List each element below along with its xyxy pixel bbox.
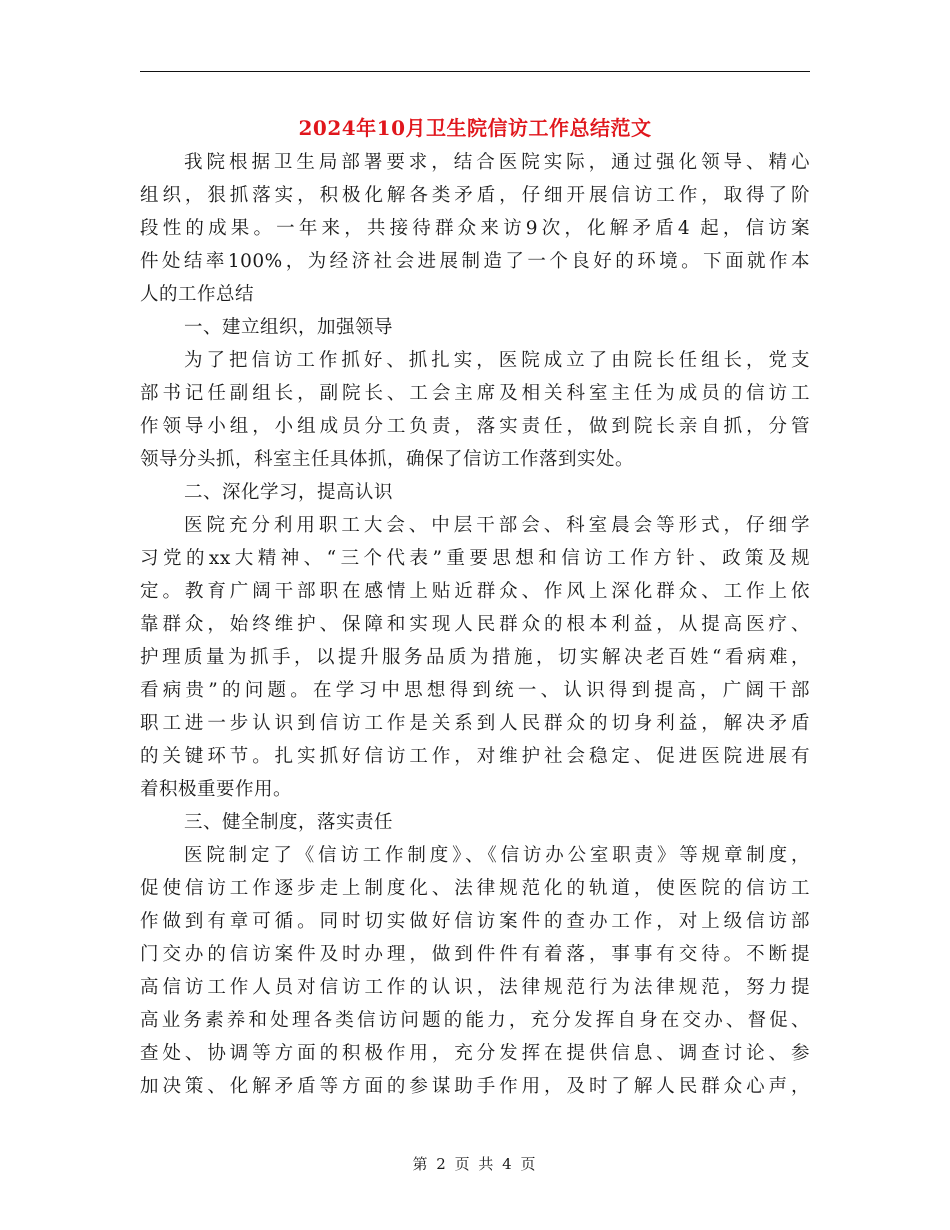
- page-number: 第 2 页 共 4 页: [412, 1155, 538, 1173]
- document-body: [140, 146, 810, 1103]
- paragraph-line: 加决策、化解矛盾等方面的参谋助手作用，及时了解人民群众心声，: [140, 1076, 810, 1097]
- paragraph-line: 领导分头抓，科室主任具体抓，确保了信访工作落到实处。: [140, 449, 635, 470]
- paragraph-first-line: 医院充分利用职工大会、中层干部会、科室晨会等形式，仔细学: [184, 515, 810, 536]
- paragraph-line: 段性的成果。一年来，共接待群众来访9次，化解矛盾4 起，信访案: [140, 218, 810, 239]
- paragraph-first-line: 为了把信访工作抓好、抓扎实，医院成立了由院长任组长，党支: [184, 350, 810, 371]
- paragraph-line: 查处、协调等方面的积极作用，充分发挥在提供信息、调查讨论、参: [140, 1043, 810, 1064]
- paragraph-first-line: 医院制定了《信访工作制度》、《信访办公室职责》等规章制度，: [184, 845, 810, 866]
- paragraph-line: 部书记任副组长，副院长、工会主席及相关科室主任为成员的信访工: [140, 383, 810, 404]
- paragraph-line: 件处结率100%，为经济社会进展制造了一个良好的环境。下面就作本: [140, 251, 810, 272]
- paragraph-line: 着积极重要作用。: [140, 779, 293, 800]
- paragraph-line: 组织，狠抓落实，积极化解各类矛盾，仔细开展信访工作，取得了阶: [140, 185, 810, 206]
- document-title: 2024年10月卫生院信访工作总结范文: [298, 116, 652, 140]
- paragraph-first-line: 二、深化学习，提高认识: [184, 482, 394, 503]
- paragraph-line: 护理质量为抓手，以提升服务品质为措施，切实解决老百姓“看病难，: [140, 647, 810, 668]
- paragraph-line: 门交办的信访案件及时办理，做到件件有着落，事事有交待。不断提: [140, 944, 810, 965]
- paragraph-line: 习党的xx大精神、“三个代表”重要思想和信访工作方针、政策及规: [140, 548, 810, 569]
- paragraph-line: 高信访工作人员对信访工作的认识，法律规范行为法律规范，努力提: [140, 977, 810, 998]
- paragraph-line: 人的工作总结: [140, 284, 255, 305]
- paragraph-line: 作领导小组，小组成员分工负责，落实责任，做到院长亲自抓，分管: [140, 416, 810, 437]
- paragraph-line: 靠群众，始终维护、保障和实现人民群众的根本利益，从提高医疗、: [140, 614, 810, 635]
- paragraph-line: 职工进一步认识到信访工作是关系到人民群众的切身利益，解决矛盾: [140, 713, 810, 734]
- header-rule: [140, 71, 810, 72]
- paragraph-line: 高业务素养和处理各类信访问题的能力，充分发挥自身在交办、督促、: [140, 1010, 810, 1031]
- paragraph-first-line: 三、健全制度，落实责任: [184, 812, 394, 833]
- paragraph-line: 促使信访工作逐步走上制度化、法律规范化的轨道，使医院的信访工: [140, 878, 810, 899]
- paragraph-line: 定。教育广阔干部职在感情上贴近群众、作风上深化群众、工作上依: [140, 581, 810, 602]
- paragraph-first-line: 我院根据卫生局部署要求，结合医院实际，通过强化领导、精心: [184, 152, 810, 173]
- paragraph-first-line: 一、建立组织，加强领导: [184, 317, 394, 338]
- paragraph-line: 看病贵”的问题。在学习中思想得到统一、认识得到提高，广阔干部: [140, 680, 810, 701]
- paragraph-line: 的关键环节。扎实抓好信访工作，对维护社会稳定、促进医院进展有: [140, 746, 810, 767]
- paragraph-line: 作做到有章可循。同时切实做好信访案件的查办工作，对上级信访部: [140, 911, 810, 932]
